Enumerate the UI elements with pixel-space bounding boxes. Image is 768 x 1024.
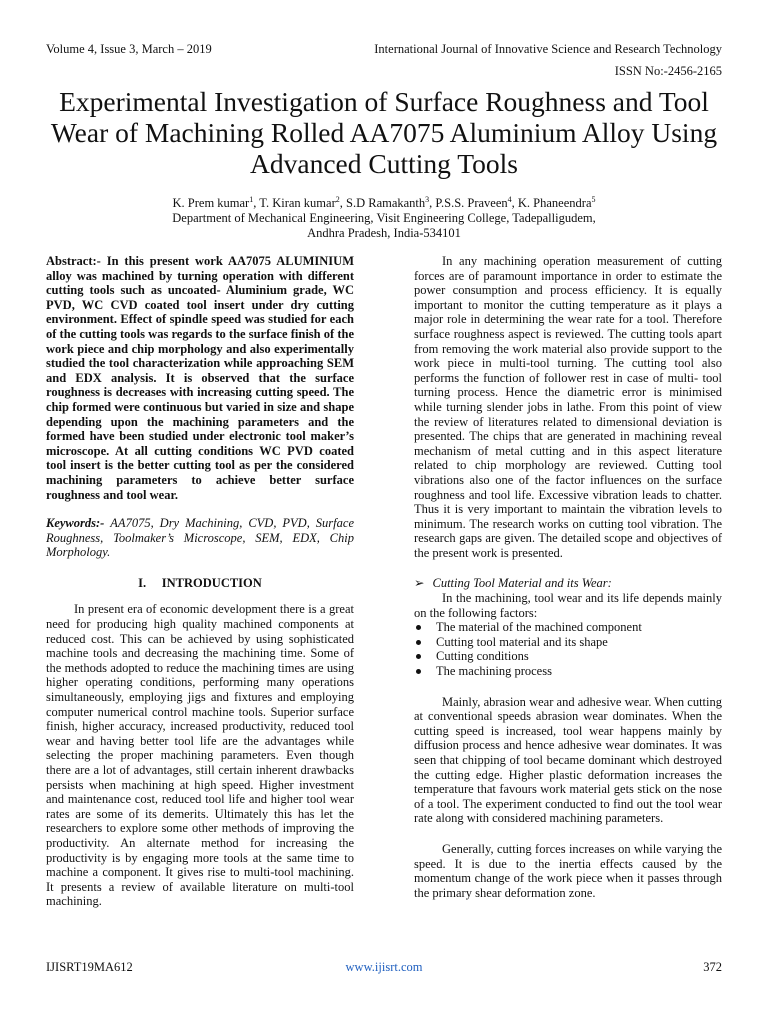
paper-title: Experimental Investigation of Surface Roughness and Tool Wear of Machining Rolled AA7075 Aluminium Alloy Using Advanced Cutting Tools — [50, 86, 718, 179]
left-column — [46, 254, 354, 909]
right-column — [414, 254, 722, 900]
body-paragraph: In any machining operation measurement of cutting forces are of paramount importance in order to estimate the power consumption and process efficiency. It is equally important to monitor the cutting temperature as it plays a major role in determining the wear rate for a tool. Therefore surface roughness aspect is reviewed. The cutting tools apart from removing the work material also provide support to the work piece in multi-tool turning. The cutting tool also performs the function of follower rest in case of multi- tool turning process. Hence the diametric error is minimised while turning slender jobs in lathe. From this point of view the review of literatures related to dimensional deviation is presented. The chips that are generated in machining reveal mechanism of metal cutting and in this aspect literature related to chip morphology are reviewed. Cutting tool vibrations also one of the factor influences on the surface roughness and tool life. Excessive vibration leads to chatter. Thus it is very important to maintain the vibration levels to minimum. The research works on cutting tool vibration. The research gaps are given. The detailed scope and objectives of the present work is presented. — [414, 254, 722, 560]
author-name: T. Kiran kumar — [259, 196, 336, 210]
issn: ISSN No:-2456-2165 — [614, 64, 722, 78]
list-item — [414, 620, 722, 635]
list-item-text: Cutting tool material and its shape — [436, 634, 608, 649]
keywords — [46, 516, 354, 560]
author-name: K. Phaneendra — [517, 196, 592, 210]
intro-paragraph: In present era of economic development there is a great need for producing high quality machined components at reduced cost. This can be achieved by using sophisticated machine tools and decreasing the machining time. Some of the methods adopted to reduce the machining times are using higher operating conditions, performing many operations simultaneously, employing jigs and fixtures and employing computer numerical control machine tools. Superior surface finish, higher accuracy, increased productivity, reduced tool wear and having better tool life are the advantages while selecting the proper machining parameters. Even though there are a lot of advantages, still certain inherent drawbacks persists when machining at high speed. Higher investment and maintenance cost, reduced tool life and higher tool wear rates are some of its demerits. Ultimately this has let the researchers to explore some other methods of improving the productivity. An alternate method for increasing the productivity is by engaging more tools at the same time to machine a component. It gives rise to multi-tool machining. It presents a review of available literature on multi-tool machining. — [46, 602, 354, 909]
subsection-intro: In the machining, tool wear and its life depends mainly on the following factors: — [414, 591, 722, 620]
list-item — [414, 664, 722, 679]
author-block — [60, 196, 708, 241]
author-affiliation-mark: 3 — [425, 194, 430, 204]
subsection-title: Cutting Tool Material and its Wear: — [432, 576, 612, 591]
website-link[interactable]: www.ijisrt.com — [345, 960, 423, 974]
author-name: S.D Ramakanth — [346, 196, 426, 210]
section-heading-introduction: I. INTRODUCTION — [138, 575, 262, 590]
factor-list — [414, 620, 722, 678]
author-affiliation-mark: 1 — [249, 194, 254, 204]
list-item-text: The machining process — [436, 664, 552, 679]
paper-id: IJISRT19MA612 — [46, 960, 133, 974]
list-item-text: The material of the machined component — [436, 620, 642, 635]
bullet-icon — [416, 654, 421, 659]
subsection-heading — [414, 576, 722, 591]
author-affiliation-mark: 5 — [591, 194, 596, 204]
bullet-icon — [416, 669, 421, 674]
list-item-text: Cutting conditions — [436, 649, 529, 664]
list-item — [414, 635, 722, 650]
volume-issue: Volume 4, Issue 3, March – 2019 — [46, 42, 212, 56]
author-list: K. Prem kumar$^1$, T. Kiran kumar$^2$, S.D Ramakanth$^3$, P.S.S. Praveen$^4$, K. Phaneendra$^5$ — [172, 194, 596, 210]
journal-name: International Journal of Innovative Science and Research Technology — [374, 42, 722, 56]
author-name: K. Prem kumar — [172, 196, 250, 210]
affiliation-line: Department of Mechanical Engineering, Visit Engineering College, Tadepalligudem, — [172, 211, 596, 225]
author-affiliation-mark: 2 — [335, 194, 340, 204]
affiliation-line: Andhra Pradesh, India-534101 — [307, 226, 461, 240]
body-paragraph: Mainly, abrasion wear and adhesive wear. When cutting at conventional speeds abrasion wear dominates. When the cutting speed is increased, tool wear happens mainly by diffusion process and hence adhesive wear dominates. It was seen that chipping of tool became dominant which destroyed the cutting edge. Higher plastic deformation increases the temperature that favours work material gets stick on the nose of a tool. The experiment conducted to find out the tool wear rate along with considered machining parameters. — [414, 694, 722, 826]
bullet-icon — [416, 625, 421, 630]
author-affiliation-mark: 4 — [507, 194, 512, 204]
arrow-bullet-icon: ➢ — [414, 576, 425, 591]
list-item — [414, 649, 722, 664]
abstract: Abstract:- In this present work AA7075 ALUMINIUM alloy was machined by turning operation with different cutting tools such as uncoated- Aluminium grade, WC PVD, WC CVD coated tool insert under dry cutting environment. Effect of spindle speed was studied for each of the cutting tools was regards to the surface finish of the work piece and chip morphology and also experimentally studied the tool characterization while approaching SEM and EDX analysis. It is observed that the surface roughness is decreases with increasing cutting speed. The chip formed were continuous but varied in size and shape depending upon the machining parameters and the formed have been studied under electronic tool maker’s microscope. At all cutting conditions WC PVD coated tool insert is the better cutting tool as per the considered machining parameters to achieve better surface roughness and tool wear. — [46, 254, 354, 502]
body-paragraph: Generally, cutting forces increases on while varying the speed. It is due to the inertia effects caused by the momentum change of the work piece when it passes through the primary shear deformation zone. — [414, 841, 722, 900]
keywords-text: AA7075, Dry Machining, CVD, PVD, Surface Roughness, Toolmaker’s Microscope, SEM, EDX, Chip Morphology. — [46, 516, 354, 560]
keywords-label: Keywords:- — [46, 516, 105, 531]
page-number: 372 — [703, 960, 722, 974]
bullet-icon — [416, 640, 421, 645]
author-name: P.S.S. Praveen — [435, 196, 508, 210]
